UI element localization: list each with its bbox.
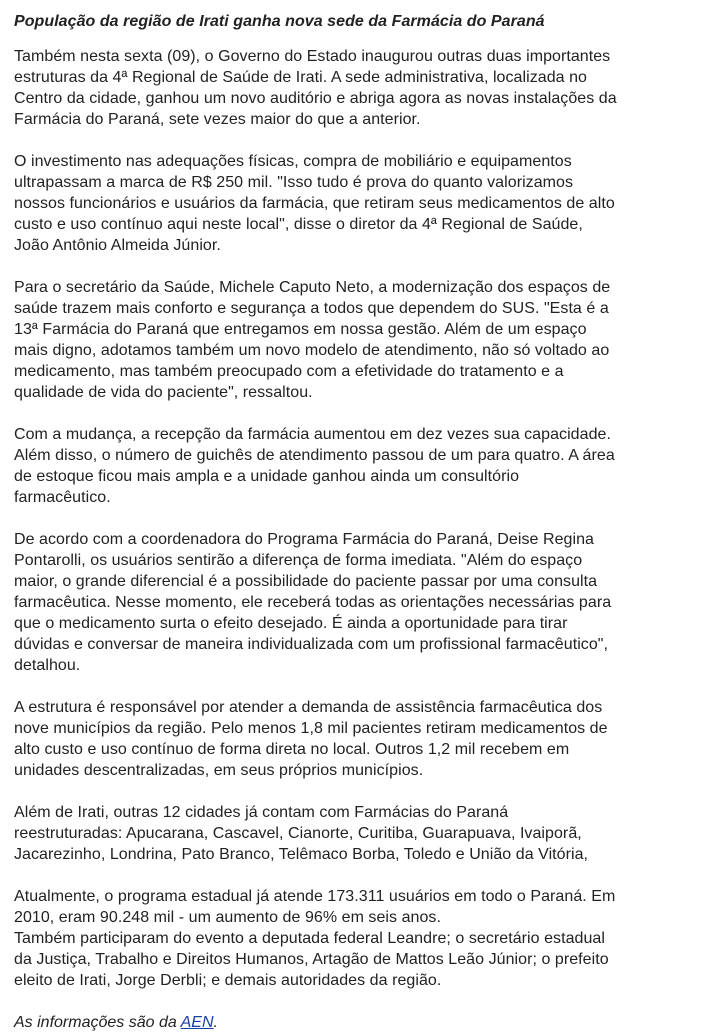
paragraph-investment: O investimento nas adequações físicas, compra de mobiliário e equipamentos ultrapassam a marca de R$ 250 mil. "Isso tudo é prova do quanto valorizamos nossos funcionários e usuários da farmácia, que retiram seus medicamentos de alto custo e uso contínuo aqui neste local", disse o diretor da 4ª Regional de Saúde, João Antônio Almeida Júnior.	[14, 153, 615, 254]
paragraph-reception: Com a mudança, a recepção da farmácia aumentou em dez vezes sua capacidade. Além disso, o número de guichês de atendimento passou de um para quatro. A área de estoque ficou mais ampla e a unidade ganhou ainda um consultório farmacêutico.	[14, 426, 615, 506]
paragraph-participants: Também participaram do evento a deputada federal Leandre; o secretário estadual da Justiça, Trabalho e Direitos Humanos, Artagão de Mattos Leão Júnior; o prefeito eleito de Irati, Jorge Derbli; e demais autoridades da região.	[14, 930, 609, 989]
source-suffix: .	[213, 1014, 218, 1031]
paragraph-secretary: Para o secretário da Saúde, Michele Caputo Neto, a modernização dos espaços de saúde trazem mais conforto e segurança a todos que dependem do SUS. "Esta é a 13ª Farmácia do Paraná que entregamos em nossa gestão. Além de um espaço mais digno, adotamos também um novo modelo de atendimento, não só voltado ao medicamento, mas também preocupado com a efetividade do tratamento e a qualidade de vida do paciente", ressaltou.	[14, 279, 611, 401]
paragraph-program: Atualmente, o programa estadual já atende 173.311 usuários em todo o Paraná. Em 2010, eram 90.248 mil - um aumento de 96% em seis anos.	[14, 888, 616, 926]
source-line	[14, 1012, 693, 1033]
paragraph-structure: A estrutura é responsável por atender a demanda de assistência farmacêutica dos nove municípios da região. Pelo menos 1,8 mil pacientes retiram medicamentos de alto custo e uso contínuo de forma direta no local. Outros 1,2 mil recebem em unidades descentralizadas, em seus próprios municípios.	[14, 699, 608, 779]
source-link[interactable]: AEN	[180, 1014, 214, 1031]
source-prefix: As informações são da	[14, 1014, 181, 1031]
paragraph-coordinator: De acordo com a coordenadora do Programa Farmácia do Paraná, Deise Regina Pontarolli, os usuários sentirão a diferença de forma imediata. "Além do espaço maior, o grande diferencial é a possibilidade do paciente passar por uma consulta farmacêutica. Nesse momento, ele receberá todas as orientações necessárias para que o medicamento surta o efeito desejado. É ainda a oportunidade para tirar dúvidas e conversar de maneira individualizada com um profissional farmacêutico", detalhou.	[14, 531, 612, 674]
article-title: População da região de Irati ganha nova sede da Farmácia do Paraná	[14, 13, 545, 30]
paragraph-inauguration: Também nesta sexta (09), o Governo do Estado inaugurou outras duas importantes estruturas da 4ª Regional de Saúde de Irati. A sede administrativa, localizada no Centro da cidade, ganhou um novo auditório e abriga agora as novas instalações da Farmácia do Paraná, sete vezes maior do que a anterior.	[14, 48, 617, 128]
paragraph-cities: Além de Irati, outras 12 cidades já contam com Farmácias do Paraná reestruturadas: Apucarana, Cascavel, Cianorte, Curitiba, Guarapuava, Ivaiporã, Jacarezinho, Londrina, Pato Branco, Telêmaco Borba, Toledo e União da Vitória,	[14, 804, 589, 863]
